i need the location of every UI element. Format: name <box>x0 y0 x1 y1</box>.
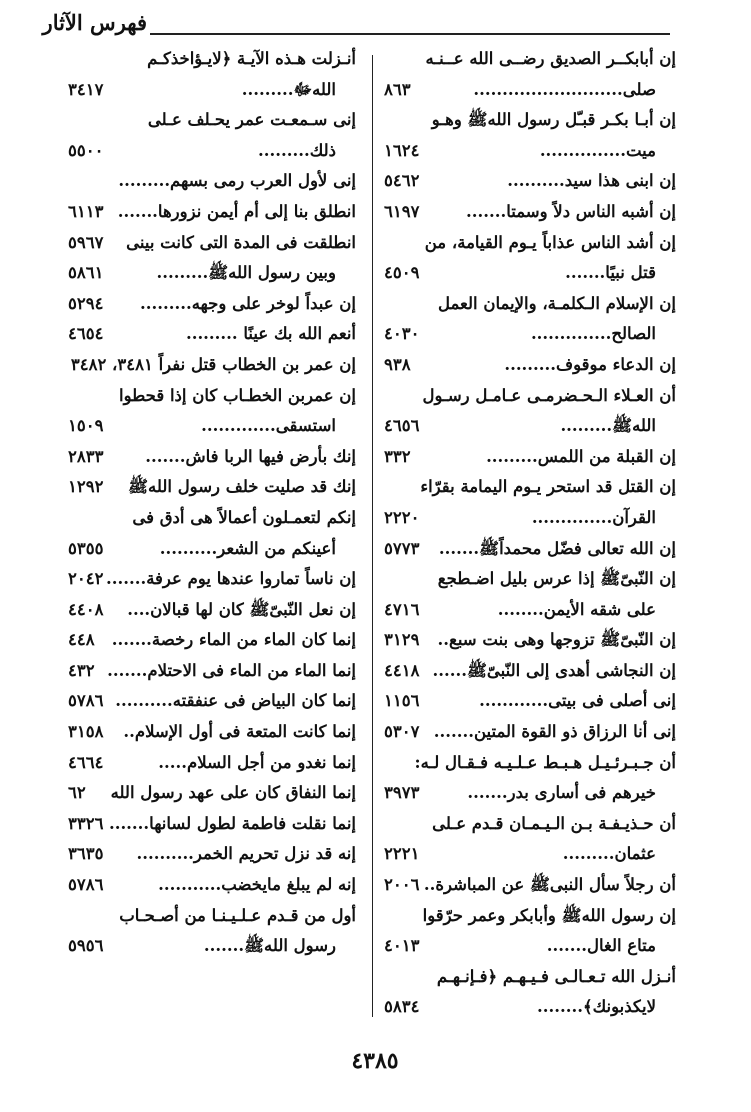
entry-number: ٨٦٣ <box>384 79 411 99</box>
index-entry-line <box>68 350 356 381</box>
index-entry-line <box>384 228 676 259</box>
entry-number: ٥٧٧٣ <box>384 538 420 558</box>
index-entry-line <box>384 625 676 656</box>
entry-text: قتل نبيًا....... <box>565 263 656 283</box>
entry-text: إن الإسلام الـكلمـة، والإيمان العمل <box>438 293 676 313</box>
entry-text: إنى سـمعـت عمر يحـلف عـلى <box>147 110 356 130</box>
index-column-right <box>384 44 676 1023</box>
entry-number: ٩٣٨ <box>384 354 411 374</box>
index-entry-line <box>68 656 356 687</box>
entry-text: إنك قد صليت خلف رسول اللهﷺ <box>128 477 356 497</box>
index-entry-line <box>68 75 356 106</box>
entry-number: ٥٤٦٢ <box>384 171 420 191</box>
entry-text: انطلق بنا إلى أم أيمن نزورها....... <box>117 201 356 221</box>
index-entry-line <box>384 962 676 993</box>
entry-text: أن جـبـرئـيـل هـبـط عـلـيـه فـقـال لـه: <box>414 752 676 772</box>
index-entry-line <box>384 44 676 75</box>
index-entry-line <box>68 411 356 442</box>
entry-number: ٤٦٥٦ <box>384 416 420 436</box>
index-entry-line <box>384 931 676 962</box>
entry-text: اللهﷻ......... <box>241 79 336 99</box>
entry-number: ٣٤١٧ <box>68 79 104 99</box>
page-header-title: فهرس الآثار <box>42 10 147 35</box>
entry-number: ٣٦٣٥ <box>68 844 104 864</box>
index-entry-line <box>384 197 676 228</box>
entry-text: وبين رسول اللهﷺ......... <box>156 263 336 283</box>
entry-number: ٤٥٠٩ <box>384 263 420 283</box>
header-rule <box>150 33 670 35</box>
entry-text: إن ناساً تماروا عندها يوم عرفة....... <box>105 569 356 589</box>
entry-number: ٢٠٤٢ <box>68 569 104 589</box>
index-entry-line <box>384 839 676 870</box>
entry-text: إن النّبىّﷺ تزوجها وهى بنت سبع.. <box>437 630 676 650</box>
index-entry-line <box>384 381 676 412</box>
entry-number: ٦٢ <box>68 783 86 803</box>
entry-text: خيرهم فى أسارى بدر....... <box>467 783 656 803</box>
entry-text: الصالح.............. <box>530 324 656 344</box>
entry-text: إن النجاشى أهدى إلى النّبىّﷺ...... <box>432 660 676 680</box>
index-entry-line <box>384 503 676 534</box>
index-entry-line <box>384 472 676 503</box>
index-entry-line <box>68 503 356 534</box>
index-entry-line <box>384 992 676 1023</box>
entry-text: إن أبـا بكـر قبـّل رسول اللهﷺ وهـو <box>431 110 676 130</box>
index-entry-line <box>68 839 356 870</box>
entry-number: ٣٣٢٦ <box>68 813 104 833</box>
entry-text: القرآن.............. <box>531 507 656 527</box>
entry-number: ٥٧٨٦ <box>68 875 104 895</box>
index-entry-line <box>68 44 356 75</box>
entry-text: إنما نقلت فاطمة لطول لسانها....... <box>108 813 356 833</box>
entry-text: رسول اللهﷺ....... <box>203 936 336 956</box>
entry-number: ٥٣٥٥ <box>68 538 104 558</box>
entry-number: ٤٧١٦ <box>384 599 420 619</box>
index-entry-line <box>68 289 356 320</box>
entry-number: ١٥٠٩ <box>68 416 104 436</box>
entry-text: إنه لم يبلغ مايخضب........... <box>158 875 356 895</box>
entry-text: إنما كانت المتعة فى أول الإسلام.. <box>123 722 356 742</box>
entry-text: إن الله تعالى فضّل محمداًﷺ....... <box>438 538 676 558</box>
entry-text: إنى أصلى فى بيتى............ <box>479 691 676 711</box>
index-entry-line <box>68 472 356 503</box>
index-entry-line <box>384 258 676 289</box>
index-entry-line <box>384 564 676 595</box>
entry-text: إن أبابكــر الصديق رضــى الله عــنـه <box>425 49 676 68</box>
entry-text: استسقى............. <box>201 416 336 436</box>
index-entry-line <box>68 381 356 412</box>
entry-text: أول من قـدم عـلـيـنـا من أصـحـاب <box>119 905 356 925</box>
entry-text: إن القتل قد استحر يـوم اليمامة بقرّاء <box>420 477 676 497</box>
entry-text: أن العـلاء الـحـضرمـى عـامـل رسـول <box>422 385 676 405</box>
entry-text: إن نعل النّبىّﷺ كان لها قبالان.... <box>127 599 356 619</box>
entry-number: ٥٧٨٦ <box>68 691 104 711</box>
page-number: ٤٣٨٥ <box>351 1048 399 1074</box>
index-entry-line <box>384 901 676 932</box>
index-entry-line <box>384 289 676 320</box>
index-entry-line <box>384 105 676 136</box>
index-entry-line <box>384 166 676 197</box>
entry-number: ٦١٩٧ <box>384 201 420 221</box>
index-entry-line <box>68 228 356 259</box>
entry-text: إن ابنى هذا سيد.......... <box>507 171 676 191</box>
entry-text: إنكم لتعمـلون أعمالاً هى أدق فى <box>132 507 356 527</box>
index-entry-line <box>68 166 356 197</box>
entry-number: ٤٠٣٠ <box>384 324 420 344</box>
entry-text: إن عمربن الخطـاب كان إذا قحطوا <box>119 385 356 405</box>
entry-text: إن عمر بن الخطاب قتل نفراً ٣٤٨١، ٣٤٨٢ <box>70 354 356 374</box>
entry-text: إن أشبه الناس دلاً وسمتا....... <box>466 201 676 221</box>
index-entry-line <box>68 717 356 748</box>
entry-text: إنه قد نزل تحريم الخمر.......... <box>136 844 356 864</box>
entry-number: ٤٤٨ <box>68 630 95 650</box>
index-entry-line <box>384 778 676 809</box>
entry-number: ٢٠٠٦ <box>384 875 420 895</box>
entry-text: إنى لأول العرب رمى بسهم......... <box>118 171 356 191</box>
entry-number: ٣٩٧٣ <box>384 783 420 803</box>
index-entry-line <box>68 778 356 809</box>
entry-text: عثمان......... <box>562 844 656 864</box>
entry-text: اللهﷺ......... <box>560 416 656 436</box>
entry-number: ١١٥٦ <box>384 691 420 711</box>
entry-number: ٦١١٣ <box>68 201 104 221</box>
entry-text: أن رجلاً سأل النبىﷺ عن المباشرة.. <box>423 875 676 895</box>
index-entry-line <box>68 258 356 289</box>
index-entry-line <box>384 411 676 442</box>
index-entry-line <box>68 105 356 136</box>
entry-number: ٤٤١٨ <box>384 660 420 680</box>
index-entry-line <box>384 350 676 381</box>
entry-text: ذلك......... <box>258 140 336 160</box>
index-entry-line <box>384 534 676 565</box>
entry-text: متاع الغال....... <box>546 936 656 956</box>
entry-text: إنما كان البياض فى عنفقته.......... <box>115 691 356 711</box>
entry-number: ٤٦٥٤ <box>68 324 104 344</box>
entry-number: ٥٢٩٤ <box>68 293 104 313</box>
column-divider <box>372 55 373 1017</box>
entry-text: إنما الماء من الماء فى الاحتلام....... <box>107 660 356 680</box>
index-entry-line <box>384 75 676 106</box>
index-entry-line <box>68 625 356 656</box>
entry-text: إنما النفاق كان على عهد رسول الله <box>110 783 356 803</box>
entry-number: ٥٩٦٧ <box>68 232 104 252</box>
entry-number: ٤٣٢ <box>68 660 95 680</box>
index-entry-line <box>384 442 676 473</box>
entry-text: أنعم الله بك عينًا ......... <box>185 324 356 344</box>
index-entry-line <box>384 656 676 687</box>
index-entry-line <box>68 595 356 626</box>
entry-text: صلى.......................... <box>473 79 656 99</box>
index-entry-line <box>68 901 356 932</box>
index-entry-line <box>68 748 356 779</box>
index-entry-line <box>68 686 356 717</box>
index-entry-line <box>68 136 356 167</box>
entry-number: ٥٨٦١ <box>68 263 104 283</box>
entry-text: إن القبلة من اللمس......... <box>486 446 676 466</box>
entry-number: ٤٦٦٤ <box>68 752 104 772</box>
entry-number: ١٦٢٤ <box>384 140 420 160</box>
entry-text: إن الدعاء موقوف......... <box>504 354 676 374</box>
index-entry-line <box>384 319 676 350</box>
index-entry-line <box>68 534 356 565</box>
entry-text: أنـزلت هـذه الآيـة ﴿لايـؤاخذكـم <box>147 49 356 68</box>
entry-number: ٤٤٠٨ <box>68 599 104 619</box>
index-entry-line <box>68 197 356 228</box>
entry-number: ٢٨٣٣ <box>68 446 104 466</box>
index-entry-line <box>384 686 676 717</box>
index-entry-line <box>384 717 676 748</box>
entry-number: ٤٠١٣ <box>384 936 420 956</box>
entry-number: ٥٨٣٤ <box>384 997 420 1017</box>
entry-text: إن أشد الناس عذاباً يـوم القيامة، من <box>424 232 676 252</box>
index-entry-line <box>384 870 676 901</box>
index-entry-line <box>68 809 356 840</box>
index-entry-line <box>68 442 356 473</box>
entry-number: ٥٥٠٠ <box>68 140 104 160</box>
entry-text: ميت............... <box>539 140 656 160</box>
entry-text: إن عبداً لوخر على وجهه......... <box>140 293 356 313</box>
entry-number: ٣٣٢ <box>384 446 411 466</box>
index-column-left <box>68 44 356 962</box>
entry-text: انطلقت فى المدة التى كانت بينى <box>126 232 356 252</box>
entry-number: ٢٢٢٠ <box>384 507 420 527</box>
entry-text: أنـزل الله تـعـالـى فـيـهـم ﴿فـإنـهـم <box>436 966 676 986</box>
entry-number: ٥٩٥٦ <box>68 936 104 956</box>
index-entry-line <box>384 136 676 167</box>
entry-text: أن حـذيـفـة بـن الـيـمـان قـدم عـلى <box>432 813 676 833</box>
entry-number: ٥٣٠٧ <box>384 722 420 742</box>
entry-number: ٣١٢٩ <box>384 630 420 650</box>
entry-number: ٢٢٢١ <box>384 844 420 864</box>
entry-text: إنما نغدو من أجل السلام..... <box>158 752 356 772</box>
index-entry-line <box>384 595 676 626</box>
entry-text: أعينكم من الشعر.......... <box>159 538 336 558</box>
entry-text: على شقه الأيمن........ <box>497 599 656 619</box>
entry-text: إنما كان الماء من الماء رخصة....... <box>111 630 356 650</box>
index-entry-line <box>68 564 356 595</box>
index-entry-line <box>68 319 356 350</box>
entry-text: إن رسول اللهﷺ وأبابكر وعمر حرّقوا <box>422 905 676 925</box>
entry-number: ٣١٥٨ <box>68 722 104 742</box>
entry-number: ١٢٩٢ <box>68 477 104 497</box>
index-entry-line <box>68 931 356 962</box>
entry-text: إن النّبىّﷺ إذا عرس بليل اضـطجع <box>437 569 676 589</box>
entry-text: لايكذبونك﴾........ <box>536 997 656 1017</box>
entry-text: إنى أنا الرزاق ذو القوة المتين....... <box>433 722 676 742</box>
entry-text: إنك بأرض فيها الربا فاش....... <box>145 446 356 466</box>
index-entry-line <box>68 870 356 901</box>
index-entry-line <box>384 748 676 779</box>
index-entry-line <box>384 809 676 840</box>
